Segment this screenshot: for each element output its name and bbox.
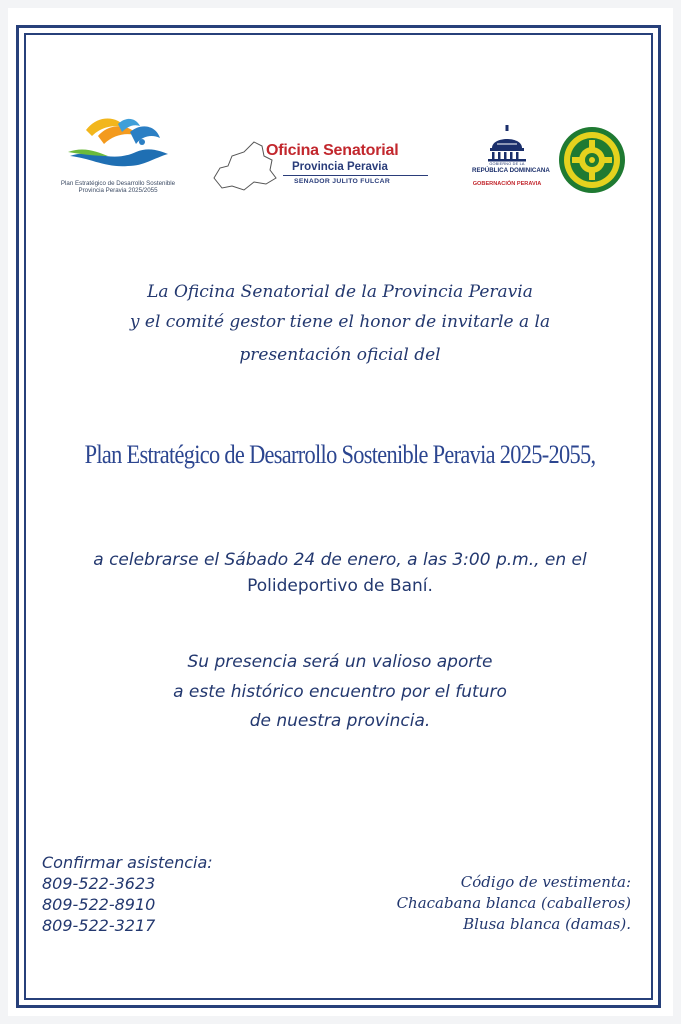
intro-line-2: y el comité gestor tiene el honor de invitarle a la xyxy=(129,312,551,332)
dress-code-block xyxy=(397,872,631,935)
rsvp-block xyxy=(42,852,213,936)
dress-code-label: Código de vestimenta: xyxy=(460,873,631,891)
rsvp-phone: 809-522-8910 xyxy=(42,895,156,914)
event-line-2: Polideportivo de Baní. xyxy=(247,576,433,596)
gobernacion-logo xyxy=(472,124,550,194)
oficina-senator: SENADOR JULITO FULCAR xyxy=(294,178,391,185)
gob-line2: REPÚBLICA DOMINICANA xyxy=(472,167,550,174)
plan-title: Plan Estratégico de Desarrollo Sostenible Peravia 2025-2055, xyxy=(84,440,596,469)
event-line-1: a celebrarse el Sábado 24 de enero, a las 3:00 p.m., en el xyxy=(93,550,587,570)
club-seal-logo xyxy=(556,124,628,196)
presence-line-2: a este histórico encuentro por el futuro xyxy=(173,682,507,702)
rsvp-phone: 809-522-3623 xyxy=(42,874,156,893)
government-dome-icon xyxy=(472,124,542,162)
dress-code-men: Chacabana blanca (caballeros) xyxy=(396,894,631,912)
plan-logo-caption-line1: Plan Estratégico de Desarrollo Sostenible xyxy=(60,180,176,187)
presence-line-3: de nuestra provincia. xyxy=(249,711,431,731)
oficina-subtitle: Provincia Peravia xyxy=(292,161,388,173)
oficina-divider xyxy=(283,175,428,176)
presence-line-1: Su presencia será un valioso aporte xyxy=(187,652,493,672)
plan-logo-caption-line2: Provincia Peravia 2025/2055 xyxy=(78,187,158,194)
gob-line3: GOBERNACIÓN PERAVIA xyxy=(472,181,542,187)
oficina-senatorial-logo xyxy=(210,138,435,198)
gob-line1: GOBIERNO DE LA xyxy=(489,162,525,166)
dress-code-women: Blusa blanca (damas). xyxy=(463,915,631,933)
bird-wave-logo-icon xyxy=(58,112,178,178)
gear-seal-icon xyxy=(556,124,628,196)
intro-line-1: La Oficina Senatorial de la Provincia Peravia xyxy=(147,282,533,302)
plan-estrategico-logo xyxy=(58,112,188,202)
oficina-title: Oficina Senatorial xyxy=(266,142,399,159)
rsvp-phone: 809-522-3217 xyxy=(42,916,156,935)
rsvp-label: Confirmar asistencia: xyxy=(42,853,213,872)
intro-line-3: presentación oficial del xyxy=(239,345,441,365)
